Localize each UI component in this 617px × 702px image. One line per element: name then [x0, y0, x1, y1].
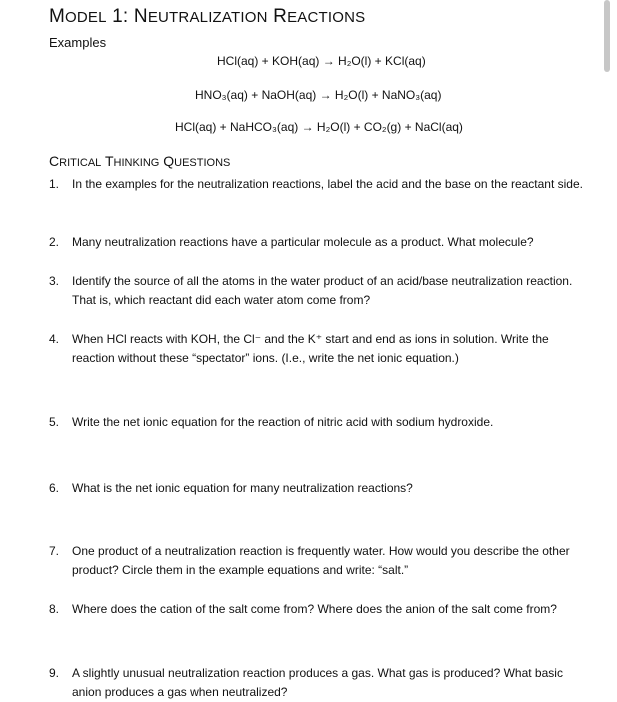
question-text: One product of a neutralization reaction is frequently water. How would you describe the other product? Circle them in the example equations and write: “salt.”	[72, 544, 570, 577]
title-part: ODEL	[65, 9, 107, 26]
question-number: 2.	[49, 235, 60, 249]
question-text: What is the net ionic equation for many neutralization reactions?	[72, 481, 413, 495]
question-text: Many neutralization reactions have a particular molecule as a product. What molecule?	[72, 235, 534, 249]
scrollbar-thumb[interactable]	[604, 0, 610, 72]
question-text: Where does the cation of the salt come from? Where does the anion of the salt come from?	[72, 602, 557, 616]
question-number: 6.	[49, 481, 60, 495]
question-text: Write the net ionic equation for the reaction of nitric acid with sodium hydroxide.	[72, 415, 494, 429]
question-number: 7.	[49, 544, 60, 558]
equation-1: HCl(aq) + KOH(aq) → H₂O(l) + KCl(aq)	[217, 54, 426, 68]
question-text: In the examples for the neutralization reactions, label the acid and the base on the reactant side.	[72, 177, 583, 191]
question-text: When HCl reacts with KOH, the Cl⁻ and the K⁺ start and end as ions in solution. Write the reaction without these “spectator” ions. (I.e., write the net ionic equation.)	[72, 332, 549, 365]
question-text: Identify the source of all the atoms in the water product of an acid/base neutralization reaction. That is, which reactant did each water atom come from?	[72, 274, 573, 307]
title-part: M	[49, 6, 66, 27]
heading-part: UESTIONS	[174, 157, 231, 169]
equation-2: HNO₃(aq) + NaOH(aq) → H₂O(l) + NaNO₃(aq)	[195, 88, 442, 102]
section-heading	[49, 153, 230, 169]
examples-label: Examples	[49, 35, 107, 50]
question-number: 5.	[49, 415, 60, 429]
page-title	[49, 6, 365, 28]
title-part: R	[267, 6, 288, 27]
question-number: 3.	[49, 274, 60, 288]
heading-part: T	[101, 153, 114, 169]
heading-part: RITICAL	[59, 157, 102, 169]
heading-part: HINKING	[113, 157, 160, 169]
title-part: EUTRALIZATION	[147, 9, 268, 26]
question-text: A slightly unusual neutralization reaction produces a gas. What gas is produced? What basic anion produces a gas when neutralized?	[72, 666, 563, 699]
title-part: EACTIONS	[287, 9, 366, 26]
question-number: 1.	[49, 177, 60, 191]
heading-part: Q	[159, 153, 175, 169]
equation-3: HCl(aq) + NaHCO₃(aq) → H₂O(l) + CO₂(g) + NaCl(aq)	[175, 120, 463, 134]
question-number: 8.	[49, 602, 60, 616]
question-number: 9.	[49, 666, 60, 680]
heading-part: C	[49, 153, 60, 169]
question-number: 4.	[49, 332, 60, 346]
title-part: 1: N	[106, 6, 148, 27]
